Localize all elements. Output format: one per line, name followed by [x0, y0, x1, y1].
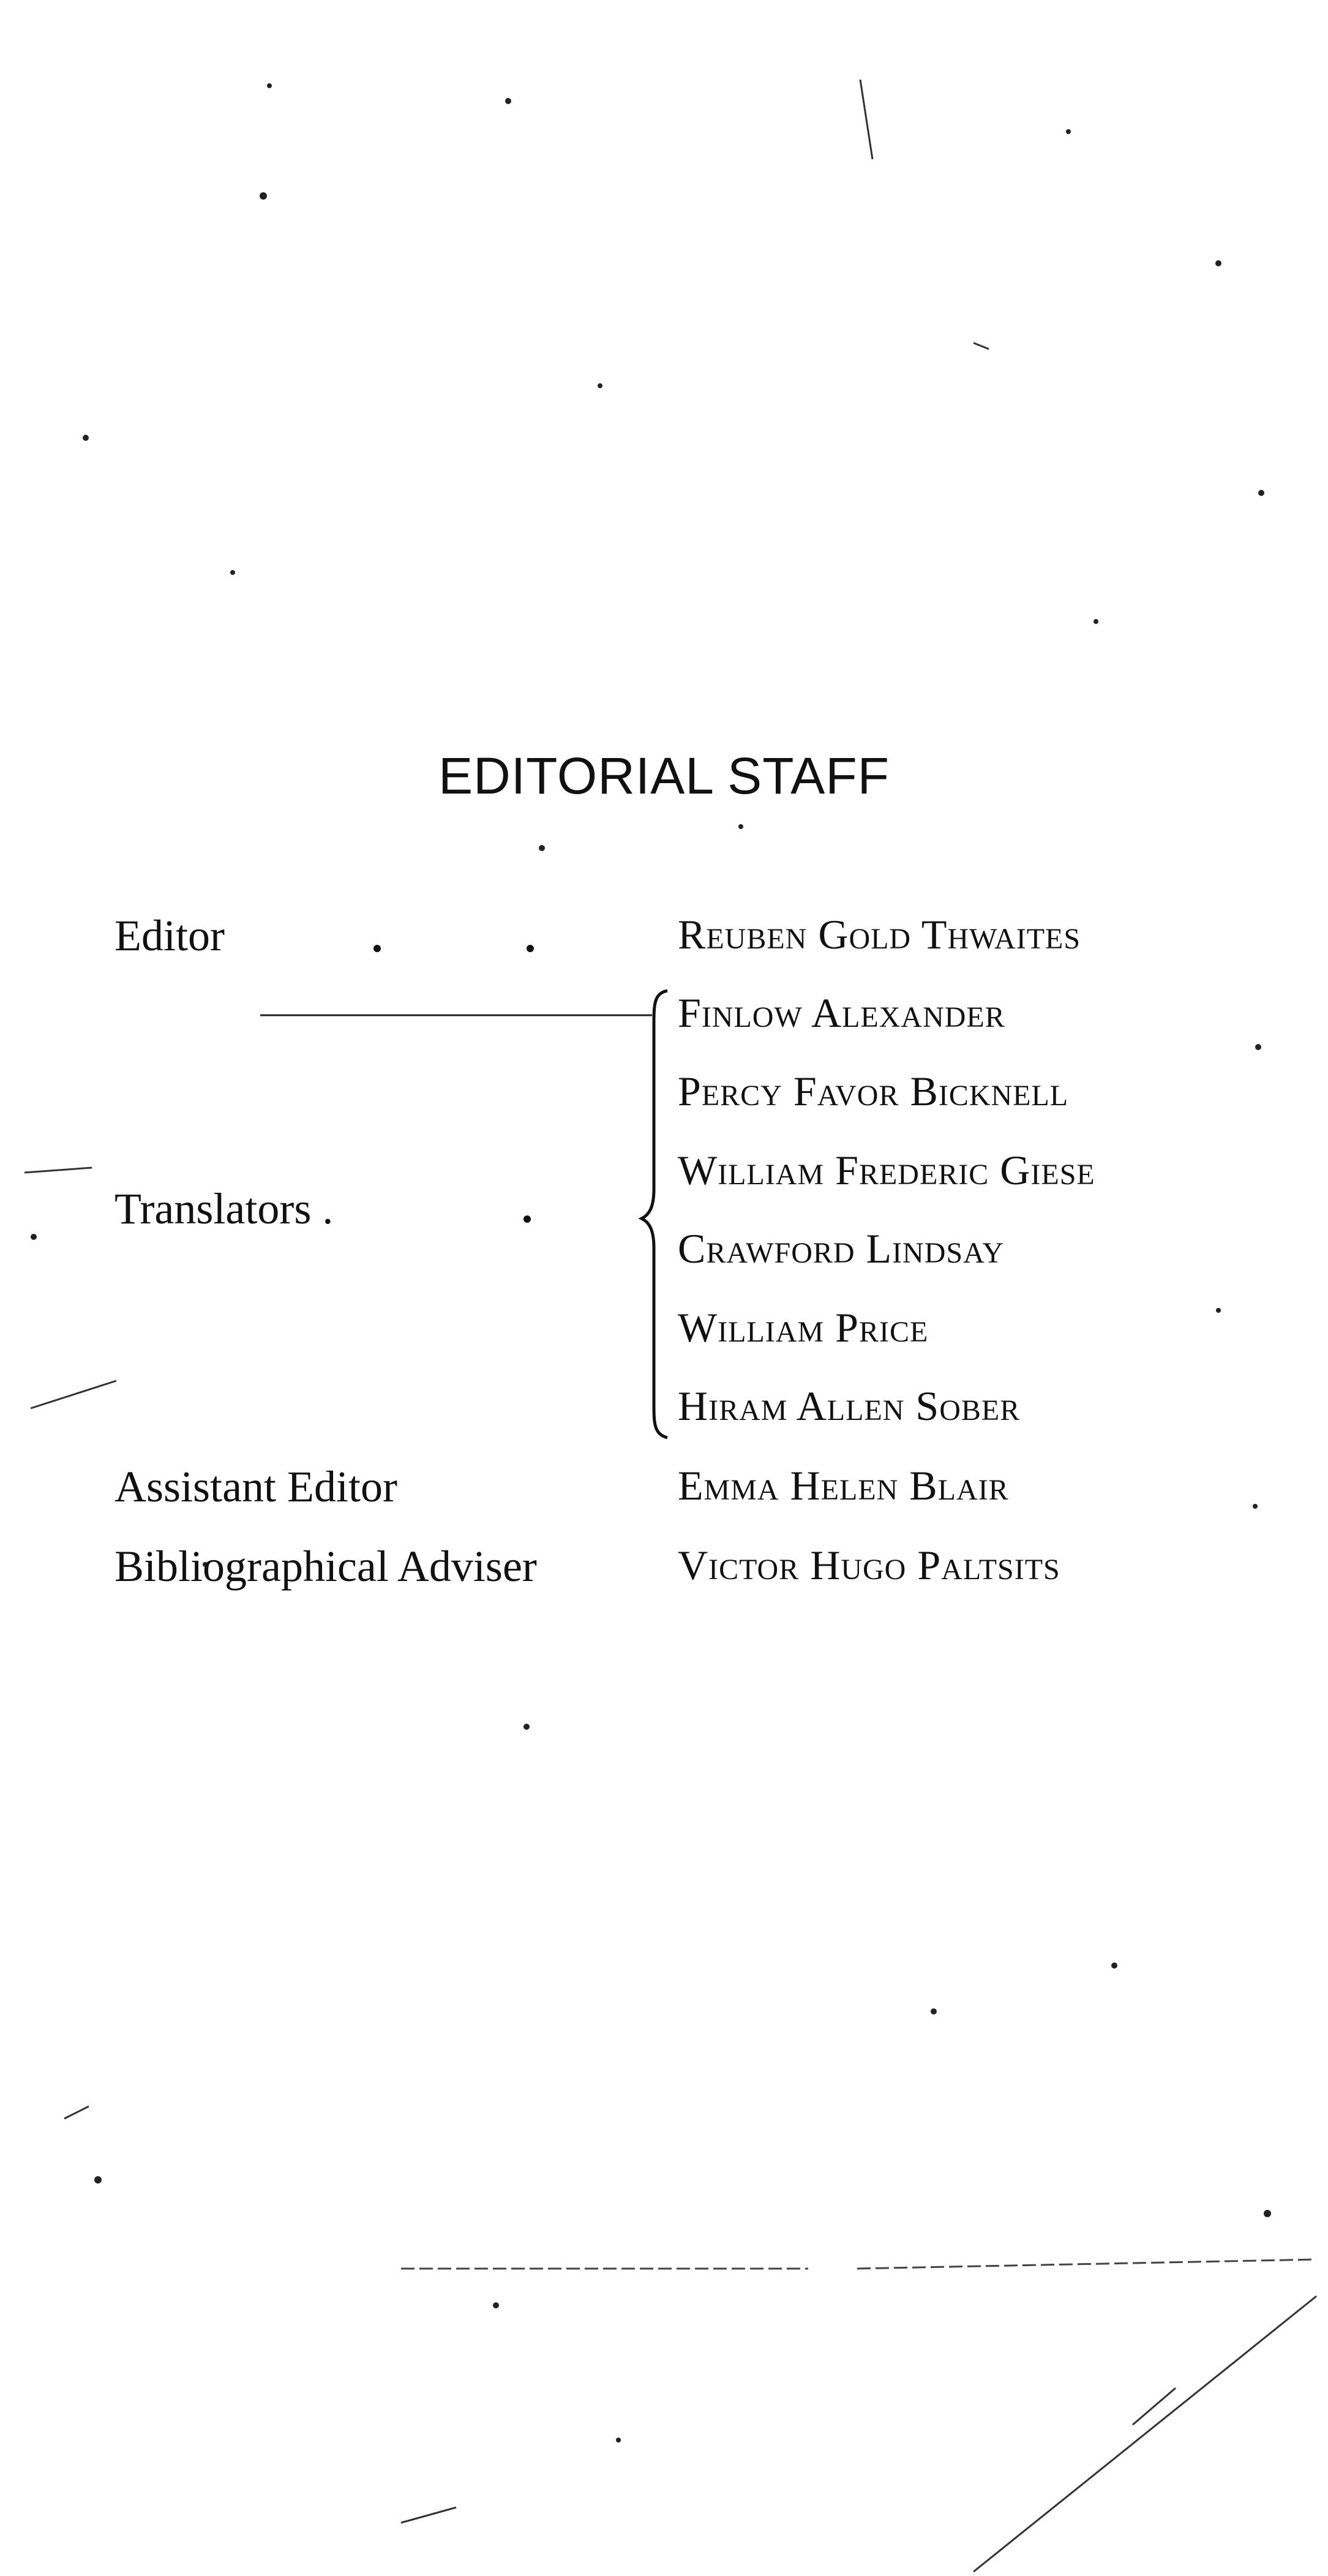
role-bibliographical-adviser: Bibliographical Adviser — [114, 1542, 537, 1591]
name-assistant-editor: Emma Helen Blair — [678, 1462, 1009, 1509]
role-translators: Translators . — [114, 1184, 334, 1233]
translator-name: William Price — [678, 1304, 929, 1351]
strike-line — [260, 1013, 652, 1017]
page-title: EDITORIAL STAFF — [438, 747, 890, 805]
translator-name: Percy Favor Bicknell — [678, 1068, 1069, 1114]
translator-name: Hiram Allen Sober — [678, 1383, 1021, 1429]
leader-dot — [373, 945, 381, 952]
leader-dot — [523, 1215, 531, 1223]
translator-name: William Frederic Giese — [678, 1147, 1095, 1193]
role-assistant-editor: Assistant Editor — [114, 1462, 397, 1511]
name-bibliographical-adviser: Victor Hugo Paltsits — [678, 1542, 1060, 1588]
translators-brace — [637, 987, 673, 1440]
name-editor: Reuben Gold Thwaites — [678, 911, 1081, 958]
role-editor: Editor — [114, 911, 225, 960]
translator-name: Finlow Alexander — [678, 989, 1005, 1036]
translator-name: Crawford Lindsay — [678, 1225, 1005, 1272]
leader-dot — [527, 945, 534, 952]
